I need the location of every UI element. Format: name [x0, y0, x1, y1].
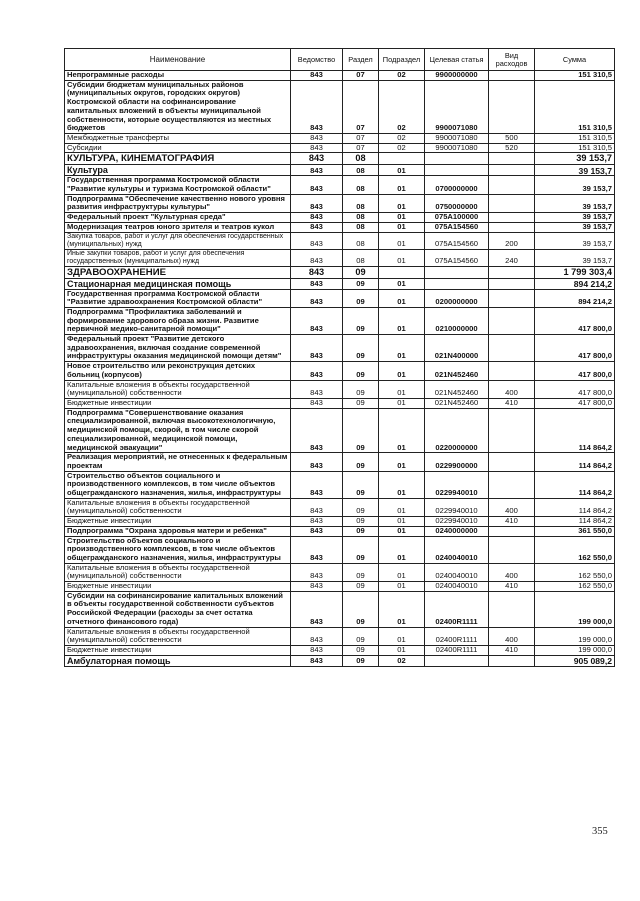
row-subsection: 01 — [379, 165, 425, 176]
row-expense-type — [489, 222, 535, 232]
row-section: 09 — [343, 380, 379, 398]
table-row — [65, 398, 615, 408]
row-expense-type — [489, 591, 535, 627]
row-name: Государственная программа Костромской области "Развитие здравоохранения Костромской области" — [65, 289, 291, 307]
row-subsection: 01 — [379, 408, 425, 453]
row-expense-type: 410 — [489, 398, 535, 408]
row-expense-type: 400 — [489, 380, 535, 398]
row-subsection: 01 — [379, 289, 425, 307]
table-row — [65, 222, 615, 232]
row-department: 843 — [291, 176, 343, 194]
row-expense-type: 240 — [489, 249, 535, 266]
row-name: Стационарная медицинская помощь — [65, 278, 291, 289]
row-target-article: 021N452460 — [425, 362, 489, 380]
row-name: Капитальные вложения в объекты государственной (муниципальной) собственности — [65, 380, 291, 398]
header-target-article: Целевая статья — [425, 49, 489, 71]
header-name: Наименование — [65, 49, 291, 71]
row-section: 09 — [343, 655, 379, 666]
row-subsection: 01 — [379, 582, 425, 592]
table-row — [65, 266, 615, 278]
row-expense-type — [489, 471, 535, 498]
row-expense-type: 410 — [489, 517, 535, 527]
table-row — [65, 591, 615, 627]
row-section: 09 — [343, 645, 379, 655]
row-department: 843 — [291, 153, 343, 165]
row-name: КУЛЬТУРА, КИНЕМАТОГРАФИЯ — [65, 153, 291, 165]
row-name: Федеральный проект "Развитие детского здравоохранения, включая создание современной инфраструктуры оказания медицинской помощи детям" — [65, 335, 291, 362]
row-expense-type: 520 — [489, 143, 535, 153]
table-row — [65, 194, 615, 212]
row-amount: 1 799 303,4 — [535, 266, 615, 278]
row-expense-type — [489, 153, 535, 165]
table-row — [65, 249, 615, 266]
row-expense-type — [489, 335, 535, 362]
row-section: 09 — [343, 591, 379, 627]
row-amount: 39 153,7 — [535, 176, 615, 194]
table-row — [65, 453, 615, 471]
row-subsection: 01 — [379, 335, 425, 362]
row-expense-type — [489, 536, 535, 563]
row-department: 843 — [291, 380, 343, 398]
row-subsection: 02 — [379, 80, 425, 133]
table-row — [65, 526, 615, 536]
row-name: Реализация мероприятий, не отнесенных к федеральным проектам — [65, 453, 291, 471]
row-section: 09 — [343, 526, 379, 536]
row-expense-type: 400 — [489, 563, 535, 581]
row-department: 843 — [291, 194, 343, 212]
row-amount: 39 153,7 — [535, 194, 615, 212]
row-department: 843 — [291, 289, 343, 307]
table-row — [65, 143, 615, 153]
row-department: 843 — [291, 71, 343, 81]
row-name: Бюджетные инвестиции — [65, 582, 291, 592]
table-row — [65, 213, 615, 223]
table-row — [65, 563, 615, 581]
row-target-article: 075A154560 — [425, 232, 489, 249]
row-section: 08 — [343, 153, 379, 165]
row-name: ЗДРАВООХРАНЕНИЕ — [65, 266, 291, 278]
row-expense-type — [489, 307, 535, 334]
row-amount: 39 153,7 — [535, 153, 615, 165]
row-target-article — [425, 655, 489, 666]
row-target-article: 0240000000 — [425, 526, 489, 536]
row-department: 843 — [291, 645, 343, 655]
row-expense-type — [489, 213, 535, 223]
row-section: 08 — [343, 194, 379, 212]
table-row — [65, 289, 615, 307]
row-expense-type: 200 — [489, 232, 535, 249]
row-department: 843 — [291, 563, 343, 581]
row-amount: 114 864,2 — [535, 517, 615, 527]
row-department: 843 — [291, 655, 343, 666]
row-target-article: 9900000000 — [425, 71, 489, 81]
row-name: Субсидии — [65, 143, 291, 153]
row-subsection: 01 — [379, 213, 425, 223]
row-subsection: 01 — [379, 453, 425, 471]
row-expense-type: 400 — [489, 498, 535, 516]
row-target-article: 0229900000 — [425, 453, 489, 471]
row-department: 843 — [291, 232, 343, 249]
row-section: 09 — [343, 335, 379, 362]
row-name: Субсидии бюджетам муниципальных районов (муниципальных округов, городских округов) Костромской области на софинансирование капитальных вложений в объекты муниципальной собственности, которые осуществляются из местных бюджетов — [65, 80, 291, 133]
row-target-article: 0210000000 — [425, 307, 489, 334]
row-target-article: 0750000000 — [425, 194, 489, 212]
row-expense-type: 500 — [489, 133, 535, 143]
row-name: Строительство объектов социального и производственного комплексов, в том числе объектов общегражданского назначения, жилья, инфраструктуры — [65, 536, 291, 563]
table-body — [65, 71, 615, 667]
row-department: 843 — [291, 398, 343, 408]
row-name: Бюджетные инвестиции — [65, 645, 291, 655]
row-department: 843 — [291, 471, 343, 498]
table-row — [65, 536, 615, 563]
row-section: 08 — [343, 213, 379, 223]
row-amount: 162 550,0 — [535, 563, 615, 581]
table-row — [65, 655, 615, 666]
row-expense-type: 410 — [489, 645, 535, 655]
row-amount: 905 089,2 — [535, 655, 615, 666]
row-section: 09 — [343, 498, 379, 516]
row-name: Непрограммные расходы — [65, 71, 291, 81]
row-subsection: 01 — [379, 591, 425, 627]
row-expense-type: 410 — [489, 582, 535, 592]
row-target-article: 02400R1111 — [425, 645, 489, 655]
table-row — [65, 133, 615, 143]
row-subsection: 01 — [379, 362, 425, 380]
row-expense-type — [489, 266, 535, 278]
row-section: 07 — [343, 80, 379, 133]
row-amount: 894 214,2 — [535, 278, 615, 289]
row-amount: 361 550,0 — [535, 526, 615, 536]
row-target-article — [425, 266, 489, 278]
header-amount: Сумма — [535, 49, 615, 71]
row-target-article: 9900071080 — [425, 133, 489, 143]
row-section: 07 — [343, 143, 379, 153]
row-name: Бюджетные инвестиции — [65, 398, 291, 408]
row-section: 08 — [343, 165, 379, 176]
table-row — [65, 582, 615, 592]
row-amount: 39 153,7 — [535, 232, 615, 249]
row-name: Новое строительство или реконструкция детских больниц (корпусов) — [65, 362, 291, 380]
table-row — [65, 517, 615, 527]
table-header-row — [65, 49, 615, 71]
row-department: 843 — [291, 133, 343, 143]
row-subsection: 01 — [379, 249, 425, 266]
budget-table-sheet — [64, 48, 614, 667]
row-expense-type — [489, 362, 535, 380]
row-target-article: 9900071080 — [425, 80, 489, 133]
row-amount: 417 800,0 — [535, 335, 615, 362]
row-amount: 199 000,0 — [535, 591, 615, 627]
row-department: 843 — [291, 453, 343, 471]
row-amount: 39 153,7 — [535, 222, 615, 232]
row-section: 09 — [343, 408, 379, 453]
row-section: 09 — [343, 517, 379, 527]
row-expense-type — [489, 194, 535, 212]
row-name: Подпрограмма "Охрана здоровья матери и ребенка" — [65, 526, 291, 536]
row-section: 09 — [343, 289, 379, 307]
table-row — [65, 71, 615, 81]
header-department: Ведомство — [291, 49, 343, 71]
header-expense-type: Вид расходов — [489, 49, 535, 71]
row-department: 843 — [291, 335, 343, 362]
row-section: 09 — [343, 266, 379, 278]
row-department: 843 — [291, 498, 343, 516]
row-subsection — [379, 266, 425, 278]
row-department: 843 — [291, 536, 343, 563]
row-subsection: 01 — [379, 627, 425, 645]
row-department: 843 — [291, 165, 343, 176]
row-expense-type — [489, 71, 535, 81]
row-amount: 417 800,0 — [535, 398, 615, 408]
row-section: 08 — [343, 222, 379, 232]
row-target-article: 075A154560 — [425, 249, 489, 266]
table-row — [65, 307, 615, 334]
row-name: Подпрограмма "Профилактика заболеваний и формирование здорового образа жизни. Развитие первичной медико-санитарной помощи" — [65, 307, 291, 334]
row-department: 843 — [291, 362, 343, 380]
table-row — [65, 153, 615, 165]
row-section: 09 — [343, 582, 379, 592]
row-name: Субсидии на софинансирование капитальных вложений в объекты государственной собственности субъектов Российской Федерации (расходы за счет остатка отчетного финансового года) — [65, 591, 291, 627]
row-target-article — [425, 153, 489, 165]
row-amount: 199 000,0 — [535, 645, 615, 655]
row-target-article: 0700000000 — [425, 176, 489, 194]
row-target-article: 02400R1111 — [425, 591, 489, 627]
budget-table — [64, 48, 615, 667]
row-amount: 151 310,5 — [535, 80, 615, 133]
row-amount: 417 800,0 — [535, 380, 615, 398]
row-amount: 39 153,7 — [535, 165, 615, 176]
row-amount: 162 550,0 — [535, 536, 615, 563]
row-department: 843 — [291, 222, 343, 232]
row-name: Амбулаторная помощь — [65, 655, 291, 666]
row-expense-type — [489, 165, 535, 176]
row-target-article: 021N400000 — [425, 335, 489, 362]
row-subsection: 02 — [379, 71, 425, 81]
row-name: Подпрограмма "Обеспечение качественно нового уровня развития инфраструктуры культуры" — [65, 194, 291, 212]
row-amount: 151 310,5 — [535, 143, 615, 153]
row-section: 08 — [343, 176, 379, 194]
row-subsection: 01 — [379, 232, 425, 249]
row-expense-type — [489, 278, 535, 289]
table-row — [65, 176, 615, 194]
row-name: Капитальные вложения в объекты государственной (муниципальной) собственности — [65, 563, 291, 581]
row-subsection: 01 — [379, 498, 425, 516]
row-subsection: 01 — [379, 471, 425, 498]
row-department: 843 — [291, 307, 343, 334]
row-section: 09 — [343, 362, 379, 380]
row-subsection: 01 — [379, 222, 425, 232]
row-expense-type — [489, 453, 535, 471]
row-expense-type — [489, 526, 535, 536]
page-number: 355 — [592, 826, 608, 837]
row-section: 07 — [343, 71, 379, 81]
row-amount: 39 153,7 — [535, 213, 615, 223]
row-name: Строительство объектов социального и производственного комплексов, в том числе объектов общегражданского назначения, жилья, инфраструктуры — [65, 471, 291, 498]
table-row — [65, 232, 615, 249]
row-expense-type — [489, 289, 535, 307]
row-department: 843 — [291, 517, 343, 527]
row-department: 843 — [291, 213, 343, 223]
row-subsection: 02 — [379, 143, 425, 153]
row-section: 09 — [343, 627, 379, 645]
row-name: Капитальные вложения в объекты государственной (муниципальной) собственности — [65, 627, 291, 645]
row-target-article: 0240040010 — [425, 536, 489, 563]
row-amount: 162 550,0 — [535, 582, 615, 592]
header-section: Раздел — [343, 49, 379, 71]
row-department: 843 — [291, 249, 343, 266]
row-target-article — [425, 165, 489, 176]
row-name: Капитальные вложения в объекты государственной (муниципальной) собственности — [65, 498, 291, 516]
table-row — [65, 362, 615, 380]
row-target-article: 021N452460 — [425, 380, 489, 398]
row-target-article: 0220000000 — [425, 408, 489, 453]
row-name: Культура — [65, 165, 291, 176]
row-name: Подпрограмма "Совершенствование оказания специализированной, включая высокотехнологичную, медицинской помощи, скорой, в том числе скорой специализированной, медицинской помощи, медицинской эвакуации" — [65, 408, 291, 453]
row-subsection: 01 — [379, 278, 425, 289]
row-amount: 114 864,2 — [535, 498, 615, 516]
row-department: 843 — [291, 582, 343, 592]
row-department: 843 — [291, 526, 343, 536]
row-subsection: 01 — [379, 517, 425, 527]
row-target-article: 0229940010 — [425, 498, 489, 516]
row-amount: 894 214,2 — [535, 289, 615, 307]
row-section: 07 — [343, 133, 379, 143]
table-row — [65, 645, 615, 655]
row-target-article: 0200000000 — [425, 289, 489, 307]
table-row — [65, 278, 615, 289]
row-section: 09 — [343, 536, 379, 563]
row-subsection: 01 — [379, 645, 425, 655]
row-name: Государственная программа Костромской области "Развитие культуры и туризма Костромской области" — [65, 176, 291, 194]
row-expense-type — [489, 655, 535, 666]
row-subsection: 01 — [379, 380, 425, 398]
table-row — [65, 380, 615, 398]
row-amount: 199 000,0 — [535, 627, 615, 645]
table-row — [65, 408, 615, 453]
row-amount: 114 864,2 — [535, 471, 615, 498]
table-row — [65, 627, 615, 645]
row-subsection: 01 — [379, 176, 425, 194]
row-section: 09 — [343, 563, 379, 581]
row-target-article: 9900071080 — [425, 143, 489, 153]
row-subsection: 01 — [379, 194, 425, 212]
row-subsection: 01 — [379, 563, 425, 581]
header-subsection: Подраздел — [379, 49, 425, 71]
row-section: 08 — [343, 249, 379, 266]
row-department: 843 — [291, 408, 343, 453]
row-amount: 417 800,0 — [535, 362, 615, 380]
row-target-article: 021N452460 — [425, 398, 489, 408]
row-name: Межбюджетные трансферты — [65, 133, 291, 143]
row-section: 09 — [343, 307, 379, 334]
row-section: 09 — [343, 453, 379, 471]
row-expense-type — [489, 408, 535, 453]
row-name: Модернизация театров юного зрителя и театров кукол — [65, 222, 291, 232]
table-row — [65, 335, 615, 362]
row-expense-type — [489, 80, 535, 133]
row-subsection: 01 — [379, 398, 425, 408]
row-subsection: 01 — [379, 526, 425, 536]
row-amount: 151 310,5 — [535, 133, 615, 143]
row-target-article: 0240040010 — [425, 563, 489, 581]
row-department: 843 — [291, 278, 343, 289]
row-amount: 39 153,7 — [535, 249, 615, 266]
row-name: Закупка товаров, работ и услуг для обеспечения государственных (муниципальных) нужд — [65, 232, 291, 249]
row-subsection: 01 — [379, 536, 425, 563]
row-department: 843 — [291, 143, 343, 153]
table-row — [65, 165, 615, 176]
row-expense-type: 400 — [489, 627, 535, 645]
row-target-article: 0240040010 — [425, 582, 489, 592]
row-section: 09 — [343, 398, 379, 408]
row-target-article: 075A154560 — [425, 222, 489, 232]
row-amount: 114 864,2 — [535, 453, 615, 471]
row-department: 843 — [291, 266, 343, 278]
row-department: 843 — [291, 627, 343, 645]
row-target-article: 02400R1111 — [425, 627, 489, 645]
row-section: 09 — [343, 278, 379, 289]
table-row — [65, 80, 615, 133]
table-row — [65, 498, 615, 516]
table-row — [65, 471, 615, 498]
row-target-article — [425, 278, 489, 289]
row-target-article: 0229940010 — [425, 517, 489, 527]
row-subsection: 01 — [379, 307, 425, 334]
row-target-article: 075A100000 — [425, 213, 489, 223]
row-subsection: 02 — [379, 655, 425, 666]
row-department: 843 — [291, 80, 343, 133]
row-name: Иные закупки товаров, работ и услуг для обеспечения государственных (муниципальных) нужд — [65, 249, 291, 266]
row-expense-type — [489, 176, 535, 194]
row-subsection — [379, 153, 425, 165]
row-target-article: 0229940010 — [425, 471, 489, 498]
row-section: 08 — [343, 232, 379, 249]
row-amount: 417 800,0 — [535, 307, 615, 334]
row-amount: 151 310,5 — [535, 71, 615, 81]
row-name: Федеральный проект "Культурная среда" — [65, 213, 291, 223]
row-department: 843 — [291, 591, 343, 627]
row-subsection: 02 — [379, 133, 425, 143]
row-name: Бюджетные инвестиции — [65, 517, 291, 527]
row-section: 09 — [343, 471, 379, 498]
row-amount: 114 864,2 — [535, 408, 615, 453]
